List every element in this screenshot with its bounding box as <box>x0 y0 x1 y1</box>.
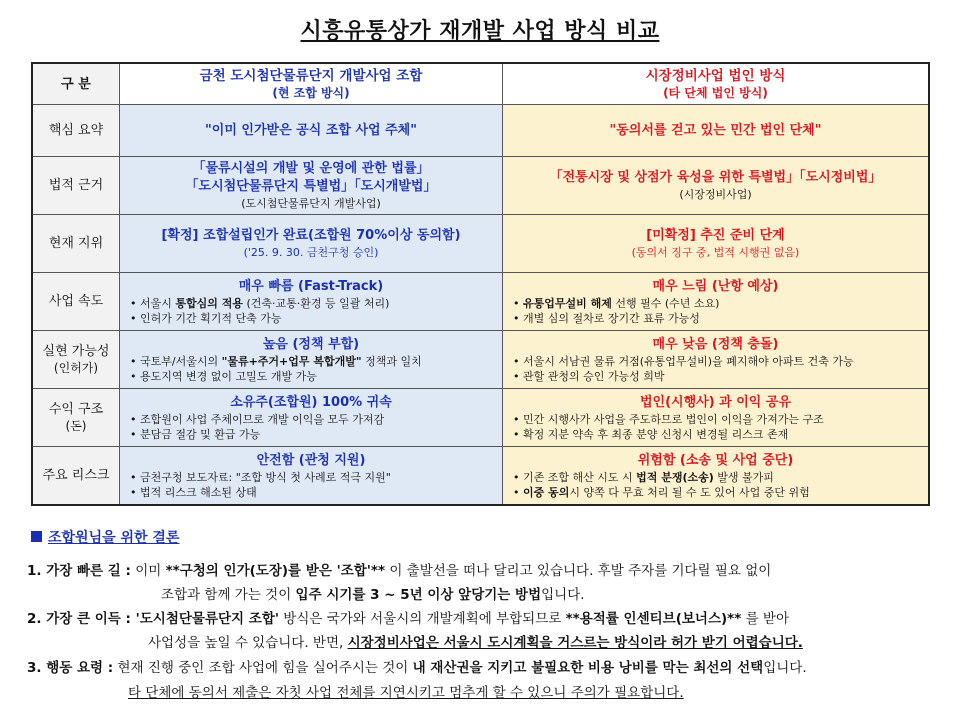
table-row <box>32 389 929 447</box>
status-left: [확정] 조합설립인가 완료(조합원 70%이상 동의함) ('25. 9. 30. 금천구청 승인) <box>120 215 503 273</box>
row-label: 사업 속도 <box>32 273 120 331</box>
conclusion-1-line2: 조합과 함께 가는 것이 입주 시기를 3 ~ 5년 이상 앞당기는 방법입니다. <box>161 587 585 603</box>
speed-left: 매우 빠름 (Fast-Track) • 서울시 통합심의 적용 (건축·교통·환경 등 일괄 처리) • 인허가 기간 획기적 단축 가능 <box>120 273 503 331</box>
feasibility-left: 높음 (정책 부합) • 국토부/서울시의 "물류+주거+업무 복합개발" 정책과 일치 • 용도지역 변경 없이 고밀도 개발 가능 <box>120 331 503 389</box>
table-row <box>32 273 929 331</box>
header-right-sub: (타 단체 법인 방식) <box>663 86 768 100</box>
header-left <box>120 63 503 105</box>
conclusion-3-line2: 타 단체에 동의서 제출은 자칫 사업 전체를 지연시키고 멈추게 할 수 있으니 주의가 필요합니다. <box>128 685 684 701</box>
summary-right: "동의서를 걷고 있는 민간 법인 단체" <box>503 105 930 157</box>
header-left-main: 금천 도시첨단물류단지 개발사업 조합 <box>199 68 423 84</box>
legal-right: 「전통시장 및 상점가 육성을 위한 특별법」「도시정비법」 (시장정비사업) <box>503 157 930 215</box>
table-row <box>32 447 929 506</box>
legal-left: 「물류시설의 개발 및 운영에 관한 법률」 「도시첨단물류단지 특별법」「도시개발법」 (도시첨단물류단지 개발사업) <box>120 157 503 215</box>
header-label: 구 분 <box>32 63 120 105</box>
table-row <box>32 157 929 215</box>
table-header-row <box>32 63 929 105</box>
feasibility-right: 매우 낮음 (정책 충돌) • 서울시 서남권 물류 거점(유통업무설비)을 폐지해야 아파트 건축 가능 • 관할 관청의 승인 가능성 희박 <box>503 331 930 389</box>
row-label: 핵심 요약 <box>32 105 120 157</box>
profit-left: 소유주(조합원) 100% 귀속 • 조합원이 사업 주체이므로 개발 이익을 모두 가져감 • 분담금 절감 및 환급 가능 <box>120 389 503 447</box>
row-label: 수익 구조 (돈) <box>32 389 120 447</box>
conclusion-3: 3. 행동 요령 : 현재 진행 중인 조합 사업에 힘을 실어주시는 것이 내 재산권을 지키고 불필요한 비용 낭비를 막는 최선의 선택입니다. <box>27 660 807 676</box>
status-right: [미확정] 추진 준비 단계 (동의서 징구 중, 법적 시행권 없음) <box>503 215 930 273</box>
table-row <box>32 105 929 157</box>
risk-right: 위험함 (소송 및 사업 중단) • 기존 조합 해산 시도 시 법적 분쟁(소송) 발생 불가피 • 이중 동의시 양쪽 다 무효 처리 될 수 도 있어 사업 중단 위험 <box>503 447 930 506</box>
header-left-sub: (현 조합 방식) <box>272 86 350 100</box>
table-row <box>32 215 929 273</box>
profit-right: 법인(시행사) 과 이익 공유 • 민간 시행사가 사업을 주도하므로 법인이 이익을 가져가는 구조 • 확정 지분 약속 후 최종 분양 신청시 변경될 리스크 존재 <box>503 389 930 447</box>
table-row <box>32 331 929 389</box>
conclusion-1: 1. 가장 빠른 길 : 이미 **구청의 인가(도장)를 받은 '조합'** 이 출발선을 떠나 달리고 있습니다. 후발 주자를 기다릴 필요 없이 <box>27 563 772 579</box>
comparison-table <box>31 62 930 506</box>
conclusion-2-line2: 사업성을 높일 수 있습니다. 반면, 시장정비사업은 서울시 도시계획을 거스르는 방식이라 허가 받기 어렵습니다. <box>148 635 803 651</box>
risk-left: 안전함 (관청 지원) • 금천구청 보도자료: "조합 방식 첫 사례로 적극 지원" • 법적 리스크 해소된 상태 <box>120 447 503 506</box>
speed-right: 매우 느림 (난항 예상) • 유통업무설비 해제 선행 필수 (수년 소요) • 개별 심의 절차로 장기간 표류 가능성 <box>503 273 930 331</box>
header-right-main: 시장정비사업 법인 방식 <box>645 68 786 84</box>
row-label: 현재 지위 <box>32 215 120 273</box>
conclusion-2: 2. 가장 큰 이득 : '도시첨단물류단지 조합' 방식은 국가와 서울시의 개발계획에 부합되므로 **용적률 인센티브(보너스)** 를 받아 <box>27 611 790 627</box>
summary-left: "이미 인가받은 공식 조합 사업 주체" <box>120 105 503 157</box>
square-bullet-icon <box>31 531 42 542</box>
row-label: 법적 근거 <box>32 157 120 215</box>
document-title: 시흥유통상가 재개발 사업 방식 비교 <box>300 19 660 44</box>
row-label: 실현 가능성 (인허가) <box>32 331 120 389</box>
header-right <box>503 63 930 105</box>
conclusion-section-title: 조합원님을 위한 결론 <box>31 527 179 547</box>
row-label: 주요 리스크 <box>32 447 120 506</box>
